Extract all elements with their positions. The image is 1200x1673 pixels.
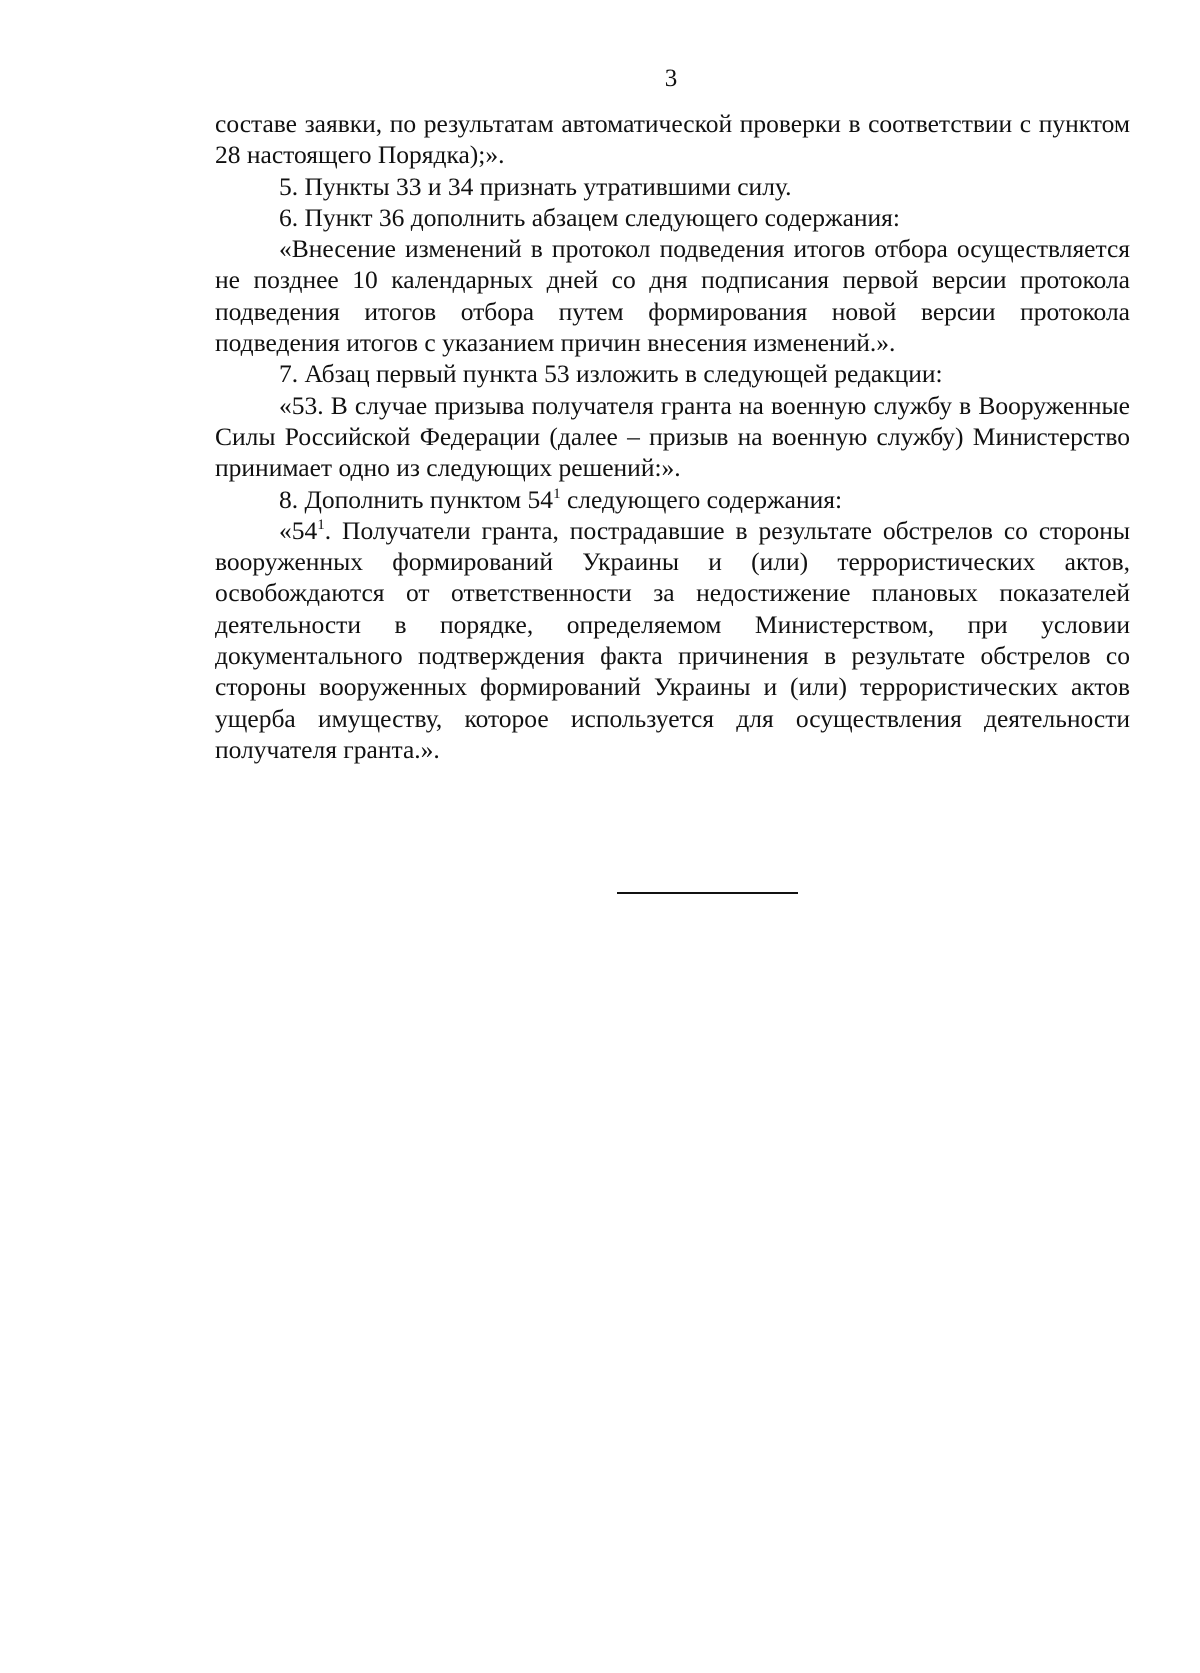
paragraph-quote-amendment-36: «Внесение изменений в протокол подведения итогов отбора осуществляется не позднее 10 календарных дней со дня подписания первой версии протокола подведения итогов отбора путем формирования новой версии протокола подведения итогов с указанием причин внесения изменений.».	[215, 234, 1130, 358]
paragraph-item-5: 5. Пункты 33 и 34 признать утратившими силу.	[279, 171, 792, 201]
superscript-mark: 1	[317, 516, 325, 533]
paragraph-item-6: 6. Пункт 36 дополнить абзацем следующего содержания:	[279, 202, 900, 232]
document-body	[215, 108, 1130, 765]
paragraph-quote-amendment-53: «53. В случае призыва получателя гранта на военную службу в Вооруженные Силы Российской Федерации (далее – призыв на военную службу) Министерство принимает одно из следующих решений:».	[215, 390, 1130, 483]
paragraph-item-8-text: 8. Дополнить пунктом 54	[279, 484, 554, 514]
paragraph-quote-amendment-54-1	[215, 515, 1130, 765]
paragraph-continuation: составе заявки, по результатам автоматической проверки в соответствии с пунктом 28 настоящего Порядка);».	[215, 109, 1130, 170]
paragraph-item-7: 7. Абзац первый пункта 53 изложить в следующей редакции:	[279, 359, 943, 389]
paragraph-quote-start: «54	[279, 515, 318, 545]
superscript-mark: 1	[553, 485, 561, 502]
paragraph-quote-text: . Получатели гранта, пострадавшие в результате обстрелов со стороны вооруженных формирований Украины и (или) террористических актов, освобождаются от ответственности за недостижение плановых показателей деятельности в порядке, определяемом Министерством, при условии документального подтверждения факта причинения в результате обстрелов со стороны вооруженных формирований Украины и (или) террористических актов ущерба имуществу, которое используется для осуществления деятельности получателя гранта.».	[215, 515, 1130, 764]
paragraph-item-8-text-end: следующего содержания:	[560, 484, 843, 514]
paragraph-item-8	[215, 484, 1130, 515]
page-number: 3	[664, 65, 678, 92]
closing-rule-line	[617, 892, 798, 894]
